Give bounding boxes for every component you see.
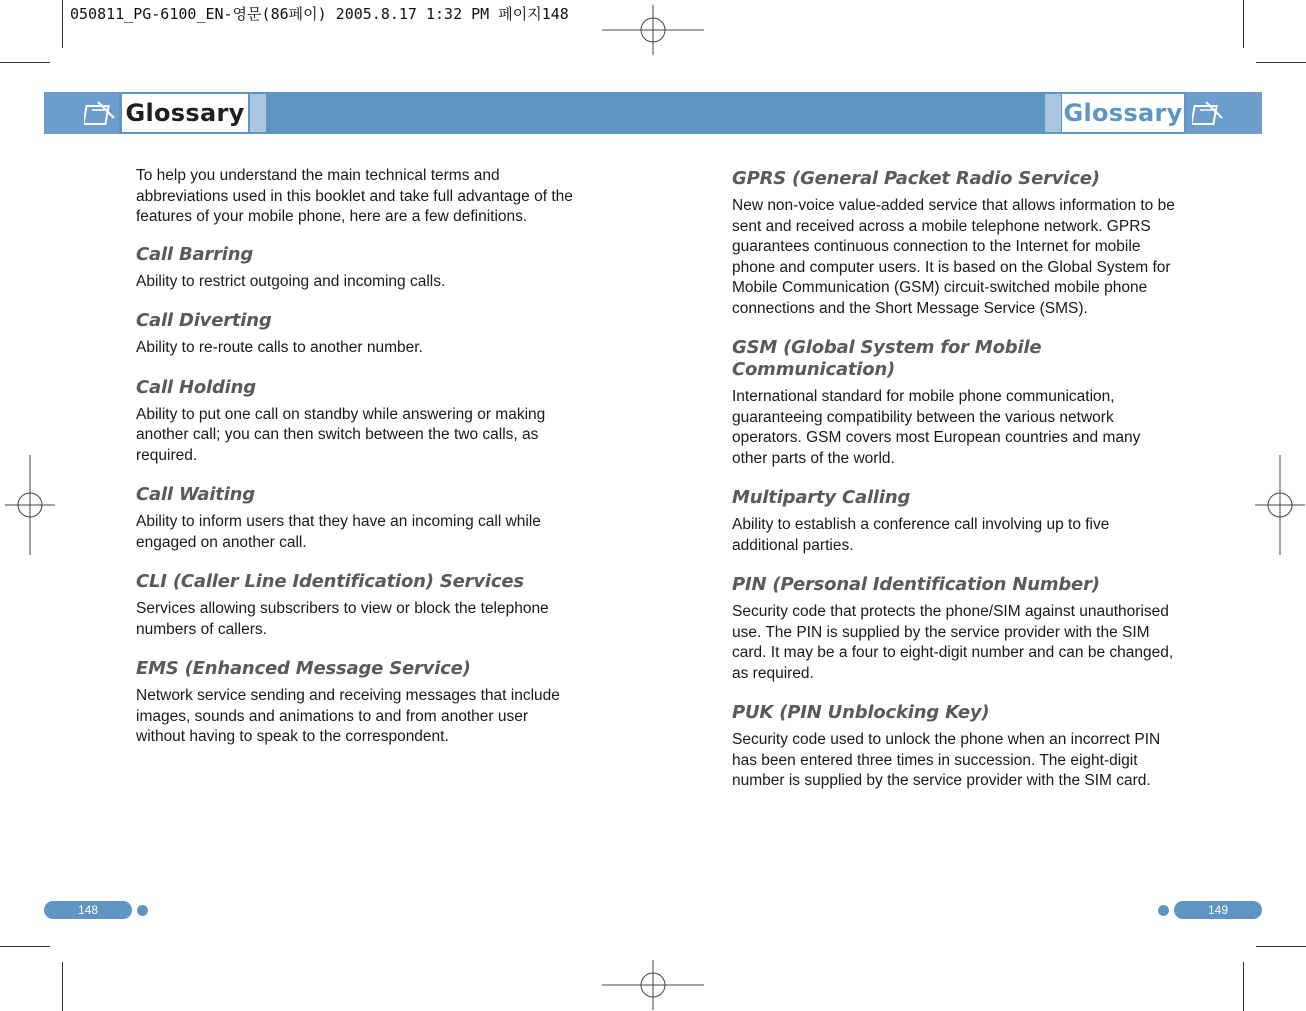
term-heading: Call Diverting — [136, 310, 272, 331]
registration-mark-left-icon — [5, 455, 55, 555]
phone-icon-left — [84, 98, 118, 132]
phone-icon-right — [1192, 98, 1226, 132]
crop-mark-top-left-h — [0, 62, 50, 63]
header-accent-right — [1045, 94, 1061, 132]
intro-text: To help you understand the main technical terms and abbreviations used in this booklet and take full advantage of the features of your mobile phone, here are a few definitions. — [136, 167, 573, 225]
term-heading: CLI (Caller Line Identification) Services — [136, 571, 524, 592]
term-definition: Security code that protects the phone/SIM against unauthorised use. The PIN is supplied by the service provider with the SIM card. It may be a four to eight-digit number and can be changed, as required. — [732, 603, 1174, 682]
term-definition: Security code used to unlock the phone when an incorrect PIN has been entered three times in succession. The eight-digit number is supplied by the service provider with the SIM card. — [732, 731, 1161, 789]
crop-mark-bottom-right-v — [1243, 962, 1244, 1011]
crop-mark-top-left-v — [62, 0, 63, 48]
term-definition: Services allowing subscribers to view or block the telephone numbers of callers. — [136, 600, 549, 638]
term-heading: Multiparty Calling — [732, 487, 911, 508]
crop-mark-top-right-v — [1243, 0, 1244, 48]
page-title-left: Glossary — [122, 94, 248, 132]
term-heading: Call Waiting — [136, 484, 255, 505]
term-heading: PIN (Personal Identification Number) — [732, 574, 1100, 595]
term-definition: New non-voice value-added service that allows information to be sent and received across a mobile telephone network. GPRS guarantees continuous connection to the Internet for mobile phone and computer users. It is based on the Global System for Mobile Communication (GSM) circuit-switched mobile phone connections and the Short Message Service (SMS). — [732, 197, 1175, 317]
term-definition: Ability to put one call on standby while answering or making another call; you can then switch between the two calls, as required. — [136, 405, 546, 464]
right-page-content — [732, 166, 1177, 810]
term-heading: EMS (Enhanced Message Service) — [136, 658, 471, 679]
term-heading: GPRS (General Packet Radio Service) — [732, 168, 1100, 189]
crop-mark-bottom-right-h — [1256, 946, 1306, 947]
crop-mark-bottom-left-h — [0, 946, 50, 947]
term-heading: GSM (Global System for Mobile Communication) — [732, 337, 1042, 380]
registration-mark-right-icon — [1255, 455, 1305, 555]
left-page-content — [136, 166, 581, 766]
term-heading: Call Barring — [136, 243, 254, 265]
term-definition: Ability to re-route calls to another number. — [136, 339, 423, 356]
registration-mark-bottom-icon — [602, 960, 704, 1010]
registration-mark-top-icon — [602, 5, 704, 55]
crop-mark-top-right-h — [1256, 62, 1306, 63]
term-definition: Network service sending and receiving messages that include images, sounds and animations to and from another user without having to speak to the correspondent. — [136, 687, 560, 745]
crop-mark-bottom-left-v — [62, 962, 63, 1011]
term-definition: Ability to establish a conference call involving up to five additional parties. — [732, 516, 1110, 554]
page-dot-left-icon — [137, 905, 148, 916]
term-definition: Ability to restrict outgoing and incoming calls. — [136, 272, 446, 290]
term-heading: Call Holding — [136, 376, 256, 398]
page-dot-right-icon — [1158, 905, 1169, 916]
page-number-right: 149 — [1174, 901, 1262, 919]
page-number-left: 148 — [44, 901, 132, 919]
term-definition: Ability to inform users that they have an incoming call while engaged on another call. — [136, 513, 541, 551]
print-slug: 050811_PG-6100_EN-영문(86페이) 2005.8.17 1:32 PM 페이지148 — [70, 5, 569, 23]
term-definition: International standard for mobile phone communication, guaranteeing compatibility between the various network operators. GSM covers most European countries and many other parts of the world. — [732, 388, 1141, 467]
page-title-right: Glossary — [1062, 94, 1184, 132]
term-heading: PUK (PIN Unblocking Key) — [732, 702, 990, 723]
header-accent-left — [250, 94, 266, 132]
